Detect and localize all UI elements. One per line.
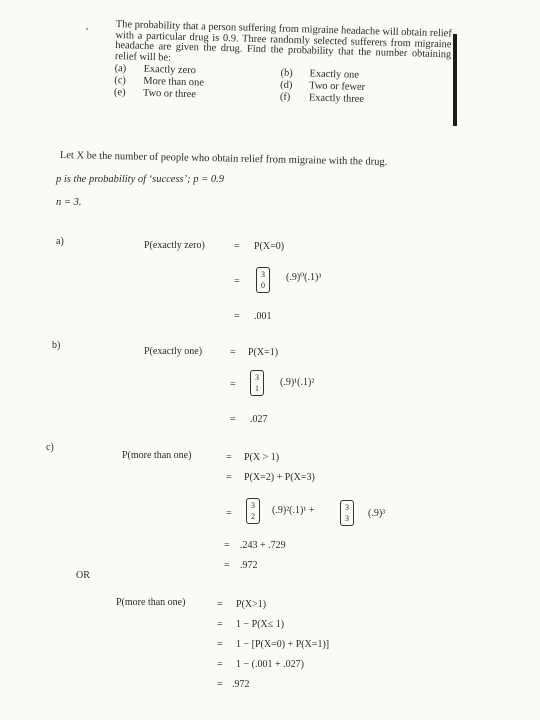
problem-statement xyxy=(114,20,452,109)
part-b-step1: P(X=1) xyxy=(248,347,279,358)
equals-sign: = xyxy=(217,599,223,610)
equals-sign: = xyxy=(217,619,223,630)
binom-bottom: 2 xyxy=(251,512,255,521)
equals-sign: = xyxy=(226,472,232,483)
binom-top: 3 xyxy=(255,373,259,382)
binomial-coefficient xyxy=(256,267,270,293)
success-probability-line: p is the probability of ‘success’; p = 0.9 xyxy=(56,174,224,185)
equals-sign: = xyxy=(234,241,240,252)
part-c-term2: (.9)³ xyxy=(368,508,386,519)
part-c-alt3: 1 − [P(X=0) + P(X=1)] xyxy=(236,639,330,650)
binomial-coefficient xyxy=(246,498,260,524)
binomial-coefficient xyxy=(250,370,264,396)
option-key: (f) xyxy=(279,91,291,104)
binom-top: 3 xyxy=(251,501,255,510)
sample-size-line: n = 3. xyxy=(56,197,82,208)
option-text: Two or fewer xyxy=(309,80,366,94)
part-b-label: b) xyxy=(52,340,61,351)
binom-bottom: 3 xyxy=(345,514,349,523)
equals-sign: = xyxy=(230,414,236,425)
part-a-step2: (.9)⁰(.1)³ xyxy=(286,272,322,283)
part-c-step2: P(X=2) + P(X=3) xyxy=(244,472,315,483)
equals-sign: = xyxy=(217,679,223,690)
equals-sign: = xyxy=(217,659,223,670)
part-b-lhs: P(exactly one) xyxy=(144,346,203,357)
part-b-result: .027 xyxy=(250,414,268,425)
binom-bottom: 0 xyxy=(261,281,265,290)
scan-speck xyxy=(86,28,88,30)
equals-sign: = xyxy=(217,639,223,650)
part-a-result: .001 xyxy=(254,311,272,322)
equals-sign: = xyxy=(226,452,232,463)
equals-sign: = xyxy=(224,540,230,551)
option-text: Exactly zero xyxy=(143,64,196,77)
problem-text: The probability that a person suffering from migraine headache will obtain relief with a particular drug is 0.9. Three randomly selected sufferers from migraine headache are given the drug. Find the probability that the number obtaining relief will be: xyxy=(114,19,452,64)
option-key: (d) xyxy=(280,79,293,92)
part-c-alt-result: .972 xyxy=(232,679,250,690)
part-c-step4: .243 + .729 xyxy=(240,540,286,551)
option-text: More than one xyxy=(143,76,205,89)
or-label: OR xyxy=(76,570,90,581)
part-a-lhs: P(exactly zero) xyxy=(144,240,205,251)
option-key: (e) xyxy=(113,87,126,99)
option-key: (a) xyxy=(114,63,127,75)
binom-bottom: 1 xyxy=(255,384,259,393)
option-key: (c) xyxy=(114,75,126,87)
option-text: Exactly three xyxy=(308,92,365,106)
equals-sign: = xyxy=(230,347,236,358)
part-c-result: .972 xyxy=(240,560,258,571)
part-c-label: c) xyxy=(46,442,54,453)
part-a-label: a) xyxy=(56,236,64,247)
part-c-term1: (.9)²(.1)¹ + xyxy=(272,505,315,516)
equals-sign: = xyxy=(234,311,240,322)
part-c-alt1: P(X>1) xyxy=(236,599,267,610)
part-a-step1: P(X=0) xyxy=(254,241,285,252)
definition-line: Let X be the number of people who obtain relief from migraine with the drug. xyxy=(59,150,388,168)
option-key: (b) xyxy=(280,67,293,80)
option-text: Exactly one xyxy=(309,68,360,82)
option-text: Two or three xyxy=(142,88,197,101)
binom-top: 3 xyxy=(261,270,265,279)
part-c-alt2: 1 − P(X≤ 1) xyxy=(236,619,285,630)
part-c-lhs: P(more than one) xyxy=(122,450,192,461)
part-c-alt-lhs: P(more than one) xyxy=(116,597,186,608)
binomial-coefficient xyxy=(340,500,354,526)
part-b-step2: (.9)¹(.1)² xyxy=(280,377,315,388)
binom-top: 3 xyxy=(345,503,349,512)
equals-sign: = xyxy=(226,508,232,519)
equals-sign: = xyxy=(224,560,230,571)
part-c-step1: P(X > 1) xyxy=(244,452,280,463)
scan-margin-mark xyxy=(453,34,457,126)
equals-sign: = xyxy=(230,379,236,390)
equals-sign: = xyxy=(234,276,240,287)
part-c-alt4: 1 − (.001 + .027) xyxy=(236,659,304,670)
